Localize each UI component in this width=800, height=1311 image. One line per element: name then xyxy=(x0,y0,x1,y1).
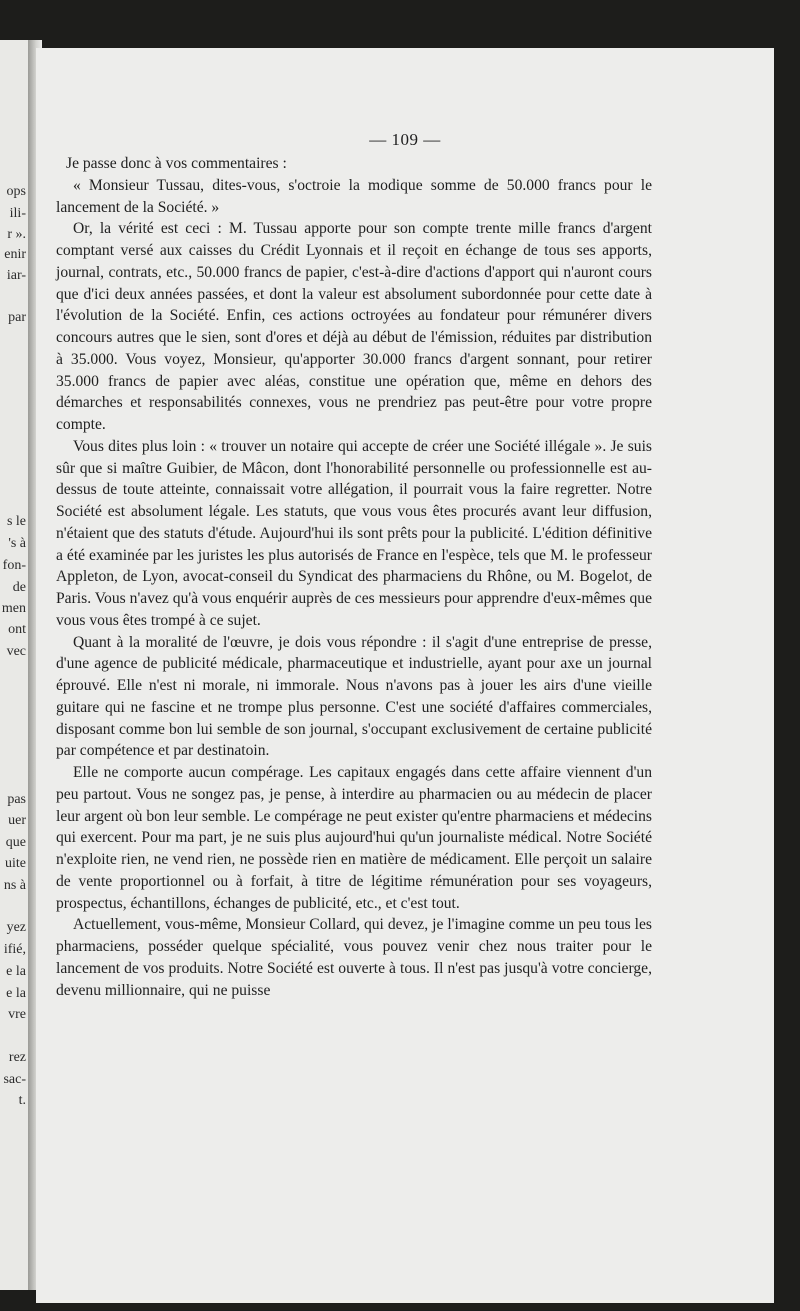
paragraph: Or, la vérité est ceci : M. Tussau apporte pour son compte trente mille francs d'argent comptant versé aux caisses du Crédit Lyonnais et il reçoit en échange de tous ses apports, journal, contrats, etc., 50.000 francs de papier, c'est-à-dire d'actions d'apport qui n'auront cours que d'ici deux années passées, et dont la valeur est absolument subordonnée pour cette date à l'évolution de la Société. Enfin, ces actions octroyées au fondateur pour rémunérer divers concours autres que le sien, sont d'ores et déjà au début de l'émission, réduites par distribution à 35.000. Vous voyez, Monsieur, qu'apporter 30.000 francs d'argent sonnant, pour retirer 35.000 francs de papier avec aléas, constitue une opération que, même en dehors des démarches et responsabilités connexes, vous ne prendriez pas peut-être pour votre propre compte. xyxy=(56,220,652,433)
margin-fragment: vec xyxy=(6,644,26,659)
margin-fragment: men xyxy=(1,601,26,616)
margin-fragment: uite xyxy=(5,856,26,871)
margin-fragment: de xyxy=(12,580,26,595)
page-number: — 109 — xyxy=(369,130,441,149)
margin-fragment: enir xyxy=(4,247,26,262)
margin-fragment: rez xyxy=(8,1050,26,1065)
paragraph: Quant à la moralité de l'œuvre, je dois vous répondre : il s'agit d'une entreprise de presse, d'une agence de publicité médicale, pharmaceutique et industrielle, ayant pour axe un journal éprouvé. Elle n'est ni morale, ni immorale. Nous n'avons pas à jouer les airs d'une vieille guitare qui ne fascine et ne trompe plus personne. C'est une société d'affaires commerciales, disposant comme bon lui semble de son journal, s'occupant exclusivement de certaine publicité par compétence et par destinatoin. xyxy=(56,633,652,760)
left-facing-page xyxy=(0,40,31,1290)
margin-fragment: sac- xyxy=(3,1072,26,1087)
margin-fragment: ns à xyxy=(3,878,26,893)
margin-fragment: r ». xyxy=(7,227,26,242)
margin-fragment: ifié, xyxy=(3,942,26,957)
margin-fragment: iar- xyxy=(6,268,26,283)
paragraph: Je passe donc à vos commentaires : xyxy=(66,155,287,172)
margin-fragment: ili- xyxy=(9,206,26,221)
margin-fragment: par xyxy=(8,310,26,325)
margin-fragment: ops xyxy=(6,184,26,199)
margin-fragment: yez xyxy=(6,920,26,935)
paragraph: Vous dites plus loin : « trouver un notaire qui accepte de créer une Société illégale ». Je suis sûr que si maître Guibier, de Mâcon, dont l'honorabilité personnelle ou professionnelle est au-dessus de toute atteinte, connaissait votre allégation, il pourrait vous la faire regretter. Notre Société est absolument légale. Les statuts, que vous vous êtes procurés avant leur diffusion, n'étaient que des statuts d'étude. Aujourd'hui ils sont prêts pour la publicité. L'édition définitive a été examinée par les juristes les plus autorisés de France en l'espèce, tels que M. le professeur Appleton, de Lyon, avocat-conseil du Syndicat des pharmaciens du Rhône, ou M. Bogelot, de Paris. Vous n'avez qu'à vous enquérir auprès de ces messieurs pour apprendre d'eux-mêmes que vous vous êtes trompé à ce sujet. xyxy=(56,437,652,629)
margin-fragment: e la xyxy=(6,964,26,979)
paragraph: « Monsieur Tussau, dites-vous, s'octroie la modique somme de 50.000 francs pour le lancement de la Société. » xyxy=(56,176,652,216)
margin-fragment: 's à xyxy=(8,536,26,551)
paragraph: Elle ne comporte aucun compérage. Les capitaux engagés dans cette affaire viennent d'un peu partout. Vous ne songez pas, je pense, à interdire au pharmacien ou au médecin de placer leur argent où bon leur semble. Le compérage ne peut exister qu'entre pharmaciens et médecins qui exercent. Pour ma part, je ne suis plus aujourd'hui qu'un journaliste médical. Notre Société n'exploite rien, ne vend rien, ne possède rien en matière de médicament. Elle perçoit un salaire de vente proportionnel ou à forfait, à titre de légitime rémunération pour ses voyageurs, prospectus, échantillons, échanges de publicité, etc., et c'est tout. xyxy=(56,764,652,912)
margin-fragment: ont xyxy=(8,622,26,637)
margin-fragment: e la xyxy=(6,986,26,1001)
scan-background xyxy=(774,48,800,1303)
book-page xyxy=(36,48,774,1303)
margin-fragment: s le xyxy=(6,514,26,529)
margin-fragment: uer xyxy=(8,813,26,828)
body-text xyxy=(56,153,652,1001)
margin-fragment: vre xyxy=(8,1007,26,1022)
margin-fragment: fon- xyxy=(2,558,26,573)
margin-fragment: t. xyxy=(18,1093,26,1108)
margin-fragment: que xyxy=(5,835,26,850)
margin-fragment: pas xyxy=(7,792,26,807)
paragraph: Actuellement, vous-même, Monsieur Collard, qui devez, je l'imagine comme un peu tous les pharmaciens, posséder quelque spécialité, vous pouvez venir chez nous traiter pour le lancement de vos produits. Notre Société est ouverte à tous. Il n'est pas jusqu'à votre concierge, devenu millionnaire, qui ne puisse xyxy=(56,916,652,999)
